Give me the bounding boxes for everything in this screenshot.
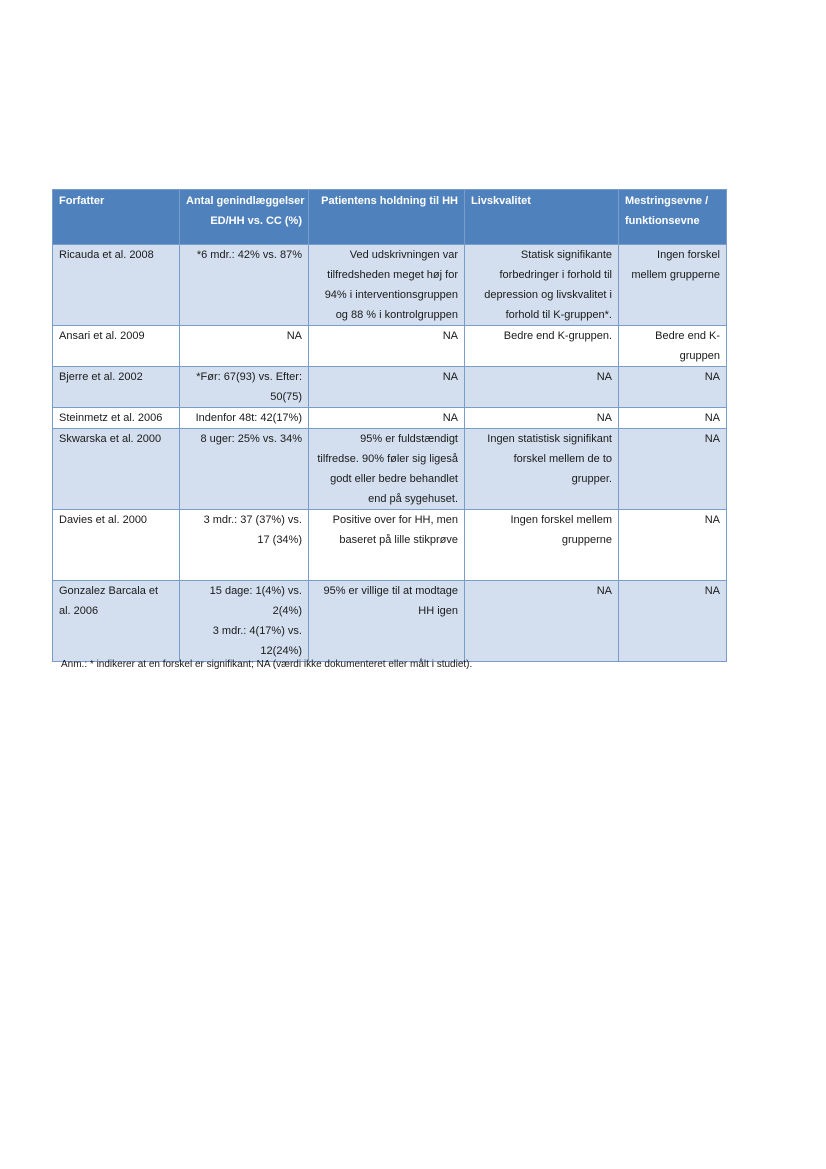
quality-of-life-cell: NA: [465, 408, 619, 429]
attitude-cell: NA: [309, 367, 465, 408]
attitude-cell: Ved udskrivningen var tilfredsheden meget høj for 94% i interventionsgruppen og 88 % i kontrolgruppen: [309, 245, 465, 326]
header-readmissions: Antal genindlæggelser ED/HH vs. CC (%): [180, 190, 309, 245]
header-quality-of-life: Livskvalitet: [465, 190, 619, 245]
author-cell: Ansari et al. 2009: [53, 326, 180, 367]
table-row: [53, 429, 727, 510]
coping-cell: Ingen forskel mellem grupperne: [619, 245, 727, 326]
coping-cell: Bedre end K- gruppen: [619, 326, 727, 367]
readmissions-cell: 8 uger: 25% vs. 34%: [180, 429, 309, 510]
author-cell: Bjerre et al. 2002: [53, 367, 180, 408]
quality-of-life-cell: NA: [465, 367, 619, 408]
readmissions-cell: NA: [180, 326, 309, 367]
quality-of-life-cell: Statisk signifikante forbedringer i forhold til depression og livskvalitet i forhold til K-gruppen*.: [465, 245, 619, 326]
results-table: [52, 189, 727, 662]
coping-cell: NA: [619, 367, 727, 408]
coping-cell: NA: [619, 408, 727, 429]
attitude-cell: 95% er villige til at modtage HH igen: [309, 581, 465, 662]
header-coping: Mestringsevne / funktionsevne: [619, 190, 727, 245]
author-cell: Steinmetz et al. 2006: [53, 408, 180, 429]
author-cell: Ricauda et al. 2008: [53, 245, 180, 326]
readmissions-cell: 3 mdr.: 37 (37%) vs. 17 (34%): [180, 510, 309, 581]
attitude-cell: Positive over for HH, men baseret på lille stikprøve: [309, 510, 465, 581]
quality-of-life-cell: Bedre end K-gruppen.: [465, 326, 619, 367]
readmissions-cell: 15 dage: 1(4%) vs. 2(4%) 3 mdr.: 4(17%) vs. 12(24%): [180, 581, 309, 662]
readmissions-cell: Indenfor 48t: 42(17%): [180, 408, 309, 429]
readmissions-cell: *6 mdr.: 42% vs. 87%: [180, 245, 309, 326]
attitude-cell: NA: [309, 408, 465, 429]
table-header-row: [53, 190, 727, 245]
quality-of-life-cell: NA: [465, 581, 619, 662]
table-footnote: Anm.: * indikerer at en forskel er signifikant; NA (værdi ikke dokumenteret eller målt i studiet).: [61, 659, 473, 670]
attitude-cell: 95% er fuldstændigt tilfredse. 90% føler sig ligeså godt eller bedre behandlet end på sygehuset.: [309, 429, 465, 510]
author-cell: Skwarska et al. 2000: [53, 429, 180, 510]
quality-of-life-cell: Ingen statistisk signifikant forskel mellem de to grupper.: [465, 429, 619, 510]
coping-cell: NA: [619, 581, 727, 662]
table-row: [53, 581, 727, 662]
attitude-cell: NA: [309, 326, 465, 367]
author-cell: Davies et al. 2000: [53, 510, 180, 581]
coping-cell: NA: [619, 510, 727, 581]
quality-of-life-cell: Ingen forskel mellem grupperne: [465, 510, 619, 581]
header-author: Forfatter: [53, 190, 180, 245]
table-row: [53, 408, 727, 429]
table-row: [53, 326, 727, 367]
readmissions-cell: *Før: 67(93) vs. Efter: 50(75): [180, 367, 309, 408]
table-row: [53, 367, 727, 408]
coping-cell: NA: [619, 429, 727, 510]
table-row: [53, 510, 727, 581]
header-patient-attitude: Patientens holdning til HH: [309, 190, 465, 245]
table-row: [53, 245, 727, 326]
author-cell: Gonzalez Barcala et al. 2006: [53, 581, 180, 662]
